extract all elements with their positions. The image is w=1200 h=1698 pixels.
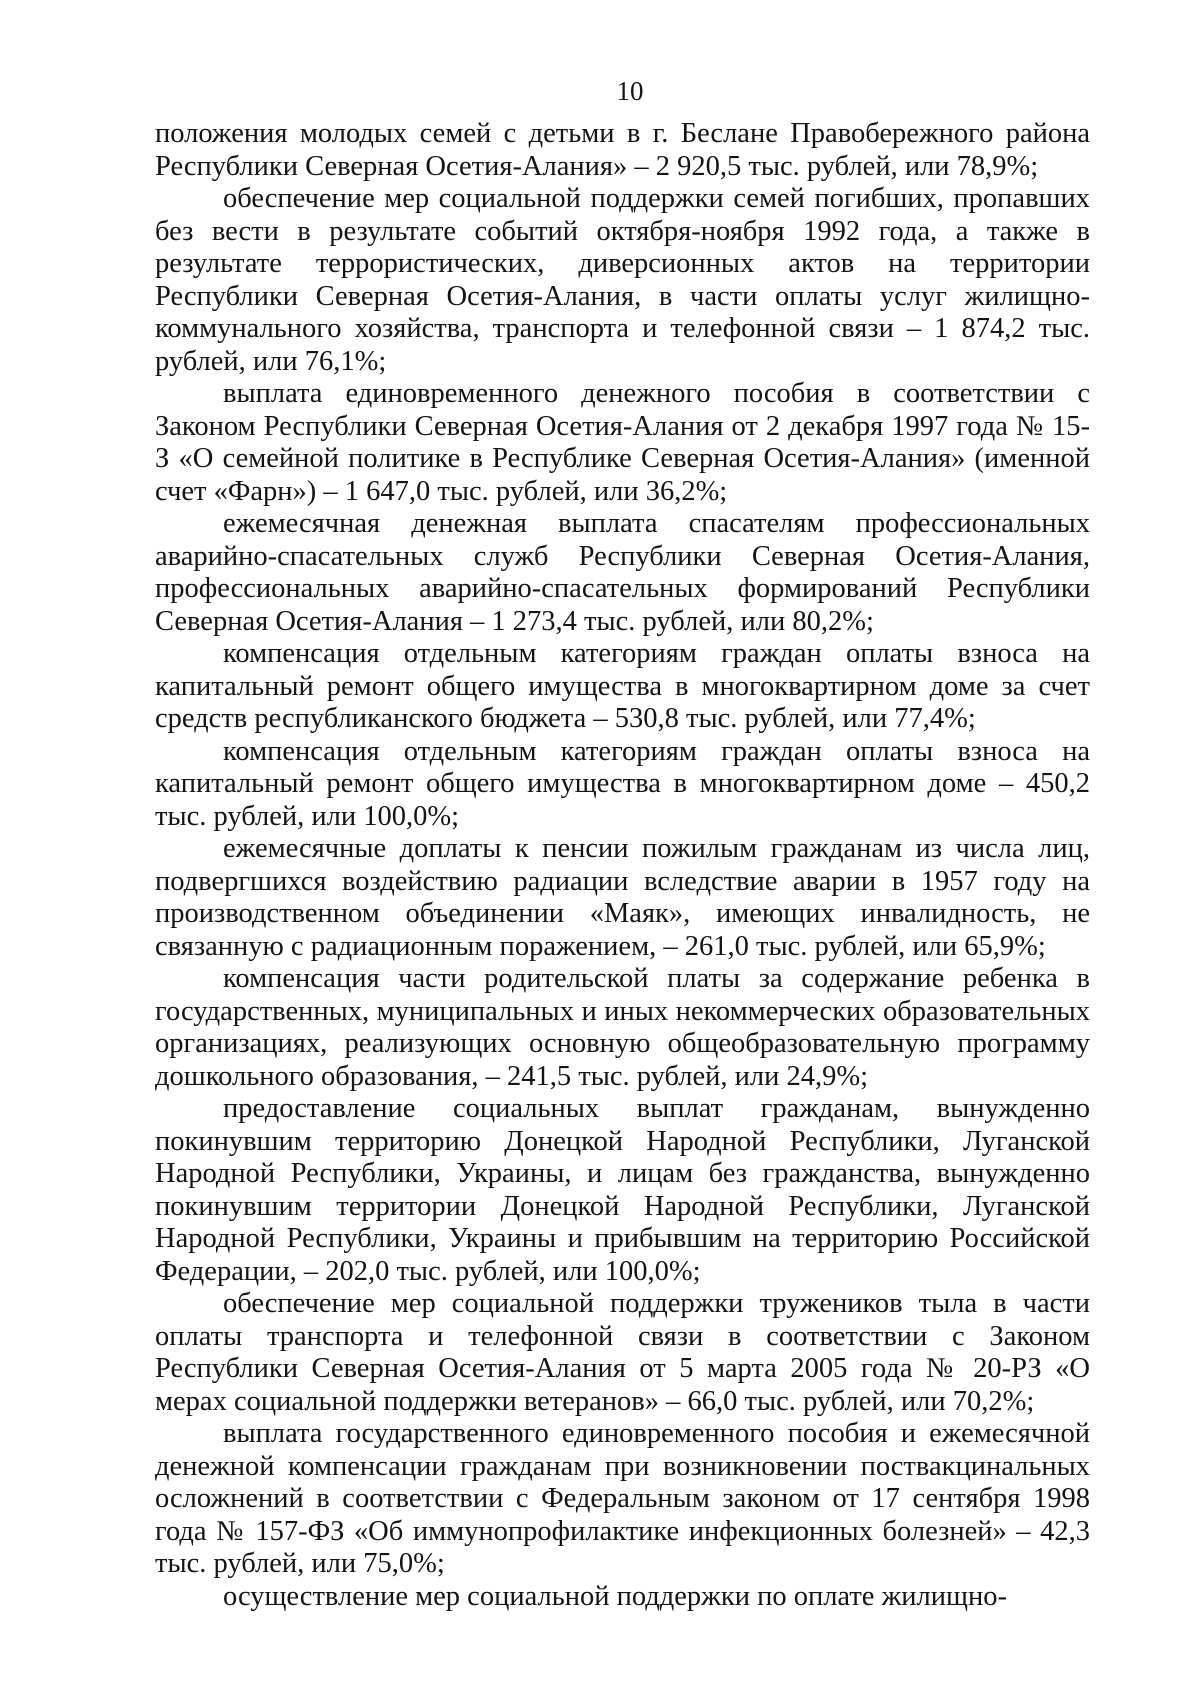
page-number: 10 <box>616 76 644 106</box>
paragraph: обеспечение мер социальной поддержки семей погибших, пропавших без вести в результате событий октября-ноября 1992 года, а также в результате террористических, диверсионных актов на территории Республики Северная Осетия-Алания, в части оплаты услуг жилищно-коммунального хозяйства, транспорта и телефонной связи – 1 874,2 тыс. рублей, или 76,1%; <box>155 183 1090 377</box>
paragraph: выплата государственного единовременного пособия и ежемесячной денежной компенсации гражданам при возникновении поствакцинальных осложнений в соответствии с Федеральным законом от 17 сентября 1998 года № 157-ФЗ «Об иммунопрофилактике инфекционных болезней» – 42,3 тыс. рублей, или 75,0%; <box>155 1418 1090 1579</box>
paragraph: компенсация отдельным категориям граждан оплаты взноса на капитальный ремонт общего имущества в многоквартирном доме за счет средств республиканского бюджета – 530,8 тыс. рублей, или 77,4%; <box>155 638 1090 734</box>
paragraph: выплата единовременного денежного пособия в соответствии с Законом Республики Северная Осетия-Алания от 2 декабря 1997 года № 15-З «О семейной политике в Республике Северная Осетия-Алания» (именной счет «Фарн») – 1 647,0 тыс. рублей, или 36,2%; <box>155 378 1090 507</box>
paragraph: компенсация части родительской платы за содержание ребенка в государственных, муниципальных и иных некоммерческих образовательных организациях, реализующих основную общеобразовательную программу дошкольного образования, – 241,5 тыс. рублей, или 24,9%; <box>155 963 1090 1092</box>
paragraph: ежемесячная денежная выплата спасателям профессиональных аварийно-спасательных служб Республики Северная Осетия-Алания, профессиональных аварийно-спасательных формирований Республики Северная Осетия-Алания – 1 273,4 тыс. рублей, или 80,2%; <box>155 508 1090 637</box>
paragraph: ежемесячные доплаты к пенсии пожилым гражданам из числа лиц, подвергшихся воздействию радиации вследствие аварии в 1957 году на производственном объединении «Маяк», имеющих инвалидность, не связанную с радиационным поражением, – 261,0 тыс. рублей, или 65,9%; <box>155 833 1090 962</box>
document-body <box>155 118 1090 1613</box>
paragraph-continued: положения молодых семей с детьми в г. Беслане Правобережного района Республики Северная Осетия-Алания» – 2 920,5 тыс. рублей, или 78,9%; <box>155 118 1090 182</box>
paragraph: компенсация отдельным категориям граждан оплаты взноса на капитальный ремонт общего имущества в многоквартирном доме – 450,2 тыс. рублей, или 100,0%; <box>155 735 1090 832</box>
paragraph: предоставление социальных выплат гражданам, вынужденно покинувшим территорию Донецкой Народной Республики, Луганской Народной Республики, Украины, и лицам без гражданства, вынужденно покинувшим территории Донецкой Народной Республики, Луганской Народной Республики, Украины и прибывшим на территорию Российской Федерации, – 202,0 тыс. рублей, или 100,0%; <box>155 1093 1090 1287</box>
paragraph: обеспечение мер социальной поддержки тружеников тыла в части оплаты транспорта и телефонной связи в соответствии с Законом Республики Северная Осетия-Алания от 5 марта 2005 года № 20-РЗ «О мерах социальной поддержки ветеранов» – 66,0 тыс. рублей, или 70,2%; <box>155 1288 1090 1417</box>
paragraph-last: осуществление мер социальной поддержки по оплате жилищно- <box>223 1580 1007 1612</box>
